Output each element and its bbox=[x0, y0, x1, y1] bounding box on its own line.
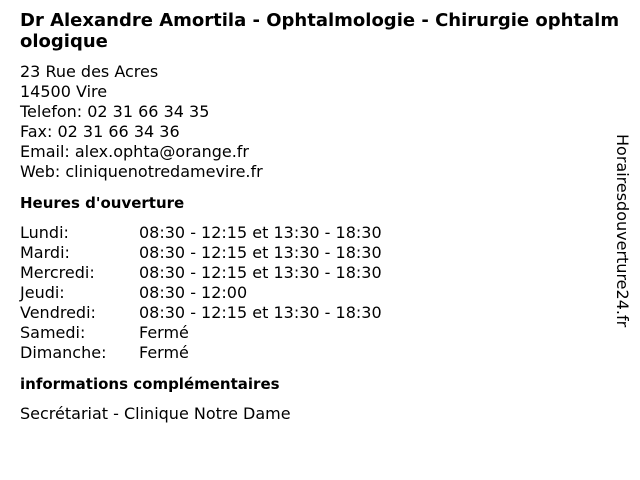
hours-row-tuesday bbox=[20, 243, 620, 263]
info-heading: informations complémentaires bbox=[20, 375, 280, 393]
hours-row-thursday bbox=[20, 283, 620, 303]
hours-time: Fermé bbox=[139, 323, 189, 342]
street-address: 23 Rue des Acres bbox=[20, 62, 159, 81]
hours-row-friday bbox=[20, 303, 620, 323]
hours-row-monday bbox=[20, 223, 620, 243]
fax-number: Fax: 02 31 66 34 36 bbox=[20, 122, 180, 141]
email-address: Email: alex.ophta@orange.fr bbox=[20, 142, 250, 161]
hours-day: Lundi: bbox=[20, 223, 69, 242]
phone-number: Telefon: 02 31 66 34 35 bbox=[20, 102, 210, 121]
hours-row-sunday bbox=[20, 343, 620, 363]
brand-watermark: Horairesdouverture24.fr bbox=[613, 134, 632, 328]
hours-day: Jeudi: bbox=[20, 283, 65, 302]
hours-time: 08:30 - 12:15 et 13:30 - 18:30 bbox=[139, 223, 382, 242]
hours-row-saturday bbox=[20, 323, 620, 343]
hours-time: 08:30 - 12:15 et 13:30 - 18:30 bbox=[139, 243, 382, 262]
page-title: Dr Alexandre Amortila - Ophtalmologie - Chirurgie ophtalmologique bbox=[20, 10, 620, 52]
city-postal: 14500 Vire bbox=[20, 82, 108, 101]
hours-day: Dimanche: bbox=[20, 343, 107, 362]
hours-day: Mardi: bbox=[20, 243, 70, 262]
hours-time: 08:30 - 12:15 et 13:30 - 18:30 bbox=[139, 303, 382, 322]
hours-day: Vendredi: bbox=[20, 303, 96, 322]
hours-time: Fermé bbox=[139, 343, 189, 362]
business-card bbox=[20, 10, 620, 424]
info-text: Secrétariat - Clinique Notre Dame bbox=[20, 404, 291, 423]
hours-table bbox=[20, 223, 620, 363]
hours-time: 08:30 - 12:00 bbox=[139, 283, 248, 302]
hours-day: Samedi: bbox=[20, 323, 86, 342]
hours-row-wednesday bbox=[20, 263, 620, 283]
hours-heading: Heures d'ouverture bbox=[20, 194, 185, 212]
hours-day: Mercredi: bbox=[20, 263, 95, 282]
address-block bbox=[20, 62, 620, 182]
hours-time: 08:30 - 12:15 et 13:30 - 18:30 bbox=[139, 263, 382, 282]
website: Web: cliniquenotredamevire.fr bbox=[20, 162, 263, 181]
